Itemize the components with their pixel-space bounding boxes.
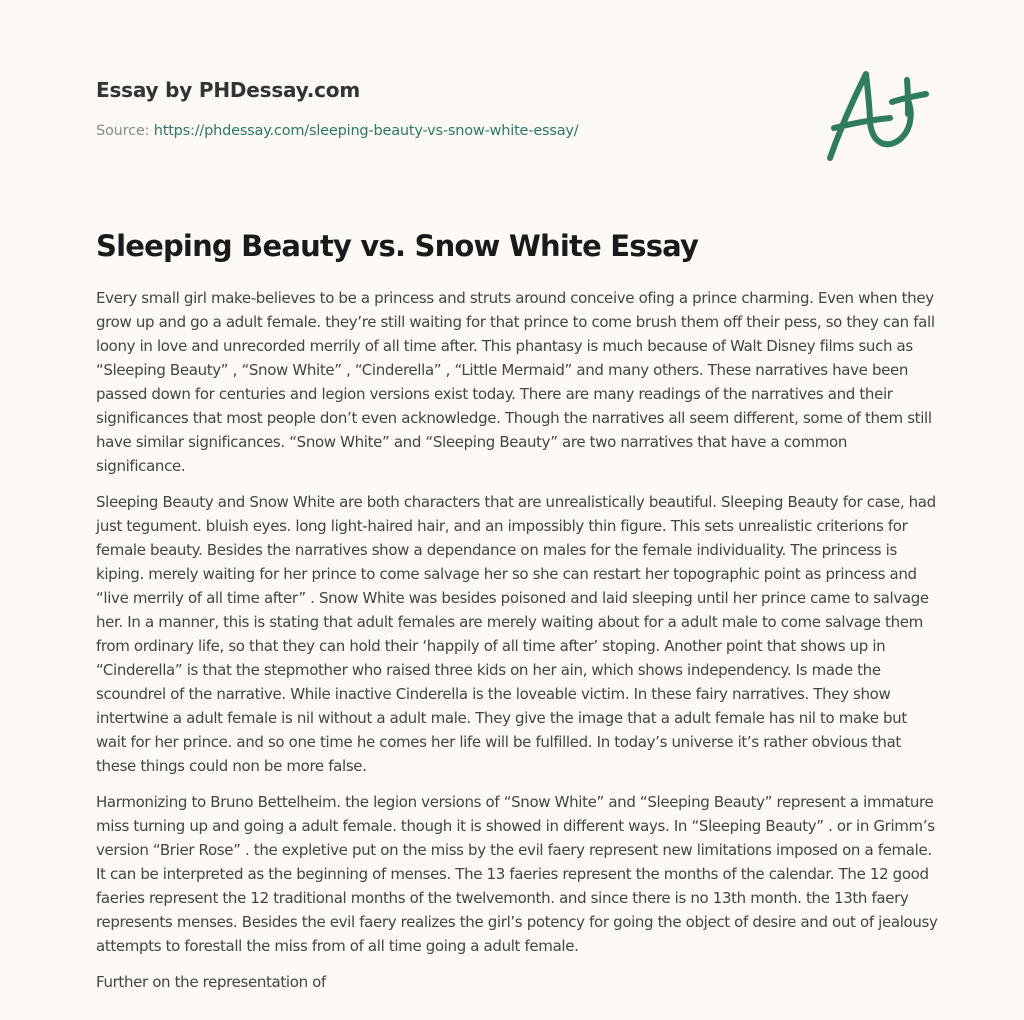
essay-body bbox=[96, 286, 938, 1006]
a-plus-grade-icon bbox=[820, 62, 932, 166]
site-title: Essay by PHDessay.com bbox=[96, 78, 360, 102]
essay-paragraph: Sleeping Beauty and Snow White are both characters that are unrealistically beautiful. Sleeping Beauty for case, had just tegument. bluish eyes. long light-haired hair, and an impossibly thin figure. This sets unrealistic criterions for female beauty. Besides the narratives show a dependance on males for the female individuality. The princess is kiping. merely waiting for her prince to come salvage her so she can restart her topographic point as princess and “live merrily of all time after” . Snow White was besides poisoned and laid sleeping until her prince came to salvage her. In a manner, this is stating that adult females are merely waiting about for a adult male to come salvage them from ordinary life, so that they can hold their ‘happily of all time after’ stoping. Another point that shows up in “Cinderella” is that the stepmother who raised three kids on her ain, which shows independency. Is made the scoundrel of the narrative. While inactive Cinderella is the loveable victim. In these fairy narratives. They show intertwine a adult female is nil without a adult male. They give the image that a adult female has nil to make but wait for her prince. and so one time he comes her life will be fulfilled. In today’s universe it’s rather obvious that these things could non be more false. bbox=[96, 493, 936, 775]
source-link[interactable]: https://phdessay.com/sleeping-beauty-vs-snow-white-essay/ bbox=[153, 123, 579, 139]
source-label: Source: bbox=[96, 123, 150, 139]
essay-paragraph: Every small girl make-believes to be a princess and struts around conceive ofing a prince charming. Even when they grow up and go a adult female. they’re still waiting for that prince to come brush them off their pess, so they can fall loony in love and unrecorded merrily of all time after. This phantasy is much because of Walt Disney films such as “Sleeping Beauty” , “Snow White” , “Cinderella” , “Little Mermaid” and many others. These narratives have been passed down for centuries and legion versions exist today. There are many readings of the narratives and their significances that most people don’t even acknowledge. Though the narratives all seem different, some of them still have similar significances. “Snow White” and “Sleeping Beauty” are two narratives that have a common significance. bbox=[96, 289, 935, 475]
essay-paragraph-truncated: Further on the representation of bbox=[96, 973, 326, 991]
page-title: Sleeping Beauty vs. Snow White Essay bbox=[96, 229, 699, 263]
essay-paragraph: Harmonizing to Bruno Bettelheim. the legion versions of “Snow White” and “Sleeping Beauty” represent a immature miss turning up and going a adult female. though it is showed in different ways. In “Sleeping Beauty” . or in Grimm’s version “Brier Rose” . the expletive put on the miss by the evil faery represent new limitations imposed on a female. It can be interpreted as the beginning of menses. The 13 faeries represent the months of the calendar. The 12 good faeries represent the 12 traditional months of the twelvemonth. and since there is no 13th month. the 13th faery represents menses. Besides the evil faery realizes the girl’s potency for going the object of desire and out of jealousy attempts to forestall the miss from of all time going a adult female. bbox=[96, 793, 938, 955]
essay-header bbox=[96, 76, 796, 141]
source-line bbox=[96, 121, 796, 141]
